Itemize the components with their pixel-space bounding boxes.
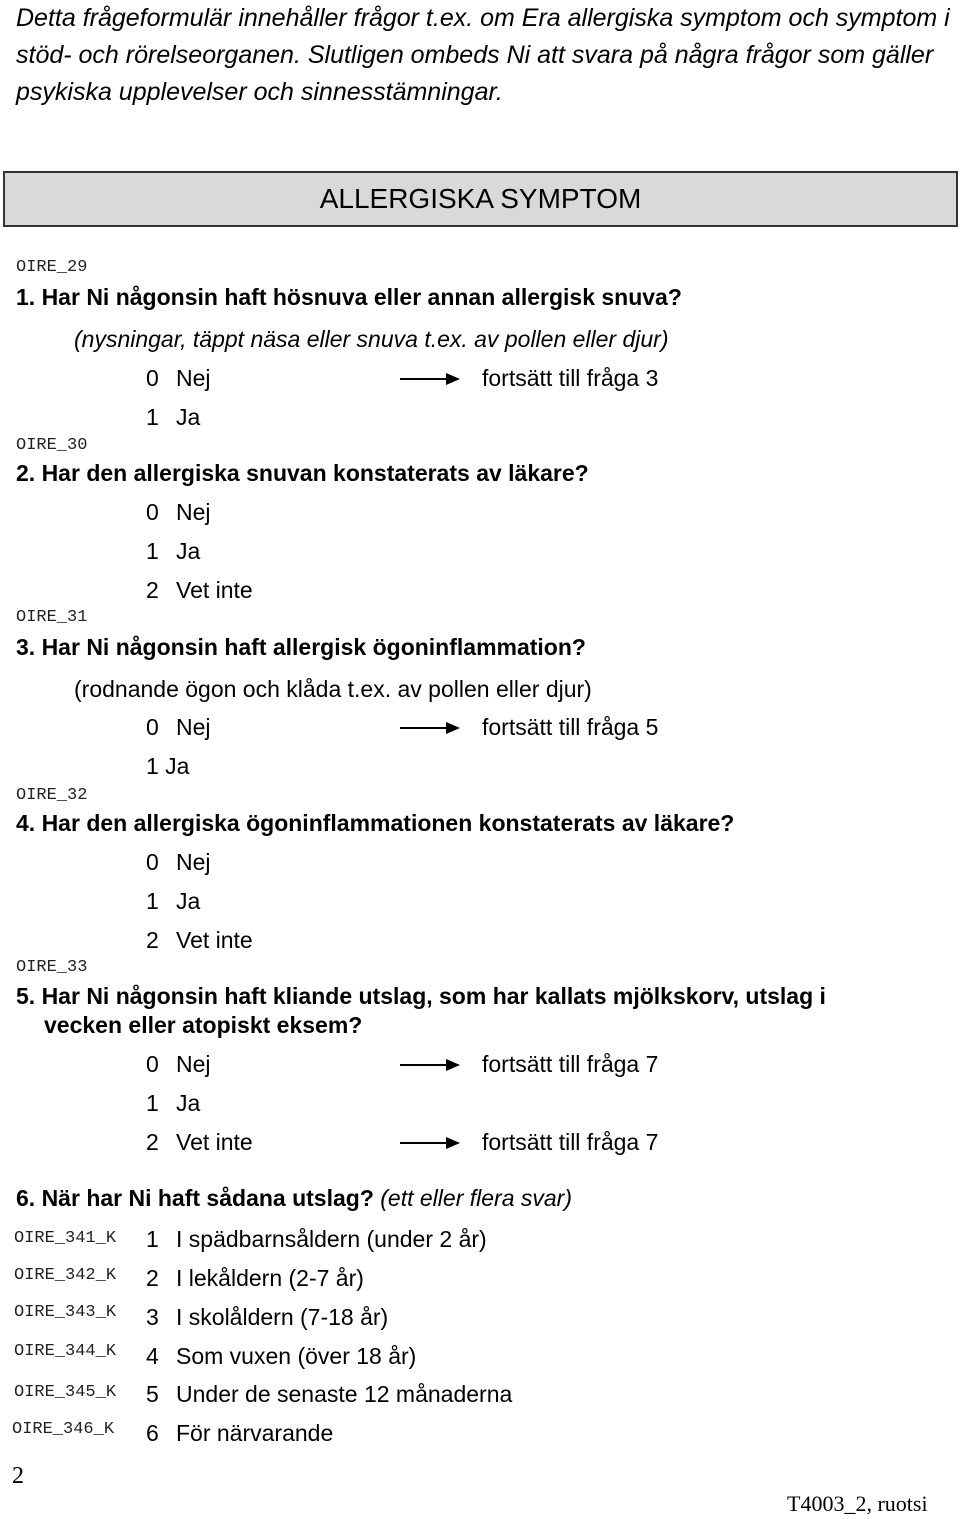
- option-label: Ja: [176, 404, 201, 430]
- option-label: För närvarande: [176, 1420, 334, 1446]
- option-number: 6: [146, 1420, 159, 1446]
- option-number: 0: [146, 499, 159, 525]
- option-label: Ja: [176, 538, 201, 564]
- option-number: 2: [146, 577, 159, 603]
- option-number: 3: [146, 1304, 159, 1330]
- skip-instruction: fortsätt till fråga 7: [482, 1051, 659, 1077]
- section-header: [3, 171, 958, 227]
- skip-instruction: fortsätt till fråga 5: [482, 714, 659, 740]
- option-label: Nej: [176, 499, 211, 525]
- arrow-right-icon: [400, 1058, 460, 1072]
- option-label: Nej: [176, 849, 211, 875]
- option-label: Ja: [176, 1090, 201, 1116]
- option-label: Under de senaste 12 månaderna: [176, 1381, 513, 1407]
- item-code: OIRE_342_K: [14, 1266, 117, 1285]
- question-6-hint: (ett eller flera svar): [380, 1185, 572, 1211]
- option-label: Nej: [176, 365, 211, 391]
- option-number: 4: [146, 1343, 159, 1369]
- option-number: 1: [146, 404, 159, 430]
- option-number: 0: [146, 714, 159, 740]
- intro-text: Detta frågeformulär innehåller frågor t.ex. om Era allergiska symptom och symptom i stöd- och rörelseorganen. Slutligen ombeds Ni att svara på några frågor som gäller psykiska upplevelser och sinnesstämningar.: [16, 4, 950, 106]
- question-5: 5. Har Ni någonsin haft kliande utslag, som har kallats mjölkskorv, utslag i: [16, 983, 826, 1009]
- option-number: 2: [146, 1129, 159, 1155]
- question-1-hint: (nysningar, täppt näsa eller snuva t.ex. av pollen eller djur): [74, 326, 669, 352]
- question-code: OIRE_32: [16, 786, 88, 805]
- option-label: I spädbarnsåldern (under 2 år): [176, 1226, 487, 1252]
- section-title: ALLERGISKA SYMPTOM: [319, 183, 642, 214]
- option-label: Nej: [176, 714, 211, 740]
- option-number: 2: [146, 1265, 159, 1291]
- option-number: 0: [146, 849, 159, 875]
- option-label: Vet inte: [176, 1129, 253, 1155]
- question-3: 3. Har Ni någonsin haft allergisk ögoninflammation?: [16, 634, 586, 660]
- option-number: 1: [146, 1090, 159, 1116]
- option-number: 1: [146, 888, 159, 914]
- question-code: OIRE_31: [16, 608, 88, 627]
- option-number: 5: [146, 1381, 159, 1407]
- footer-code: T4003_2, ruotsi: [787, 1491, 928, 1516]
- question-6: [16, 1185, 572, 1212]
- option-number: 2: [146, 927, 159, 953]
- option-label: Vet inte: [176, 577, 253, 603]
- question-3-hint: (rodnande ögon och klåda t.ex. av pollen eller djur): [74, 676, 592, 702]
- question-5-cont: vecken eller atopiskt eksem?: [44, 1012, 363, 1038]
- question-code: OIRE_30: [16, 436, 88, 455]
- question-4: 4. Har den allergiska ögoninflammationen konstaterats av läkare?: [16, 810, 735, 836]
- skip-instruction: fortsätt till fråga 3: [482, 365, 659, 391]
- option-label: I skolåldern (7-18 år): [176, 1304, 389, 1330]
- item-code: OIRE_343_K: [14, 1303, 117, 1322]
- item-code: OIRE_341_K: [14, 1229, 117, 1248]
- option-label: 1 Ja: [146, 753, 190, 779]
- skip-instruction: fortsätt till fråga 7: [482, 1129, 659, 1155]
- arrow-right-icon: [400, 372, 460, 386]
- option-number: 1: [146, 1226, 159, 1252]
- option-number: 0: [146, 1051, 159, 1077]
- option-number: 0: [146, 365, 159, 391]
- page-number: 2: [12, 1463, 24, 1489]
- arrow-right-icon: [400, 721, 460, 735]
- question-code: OIRE_33: [16, 958, 88, 977]
- item-code: OIRE_345_K: [14, 1383, 117, 1402]
- option-label: Nej: [176, 1051, 211, 1077]
- arrow-right-icon: [400, 1136, 460, 1150]
- question-2: 2. Har den allergiska snuvan konstaterats av läkare?: [16, 460, 589, 486]
- question-1: 1. Har Ni någonsin haft hösnuva eller annan allergisk snuva?: [16, 284, 682, 310]
- option-label: Vet inte: [176, 927, 253, 953]
- item-code: OIRE_344_K: [14, 1342, 117, 1361]
- option-number: 1: [146, 538, 159, 564]
- option-label: Som vuxen (över 18 år): [176, 1343, 417, 1369]
- item-code: OIRE_346_K: [12, 1420, 115, 1439]
- option-label: Ja: [176, 888, 201, 914]
- option-label: I lekåldern (2-7 år): [176, 1265, 364, 1291]
- question-code: OIRE_29: [16, 258, 88, 277]
- question-6-text: 6. När har Ni haft sådana utslag?: [16, 1185, 374, 1211]
